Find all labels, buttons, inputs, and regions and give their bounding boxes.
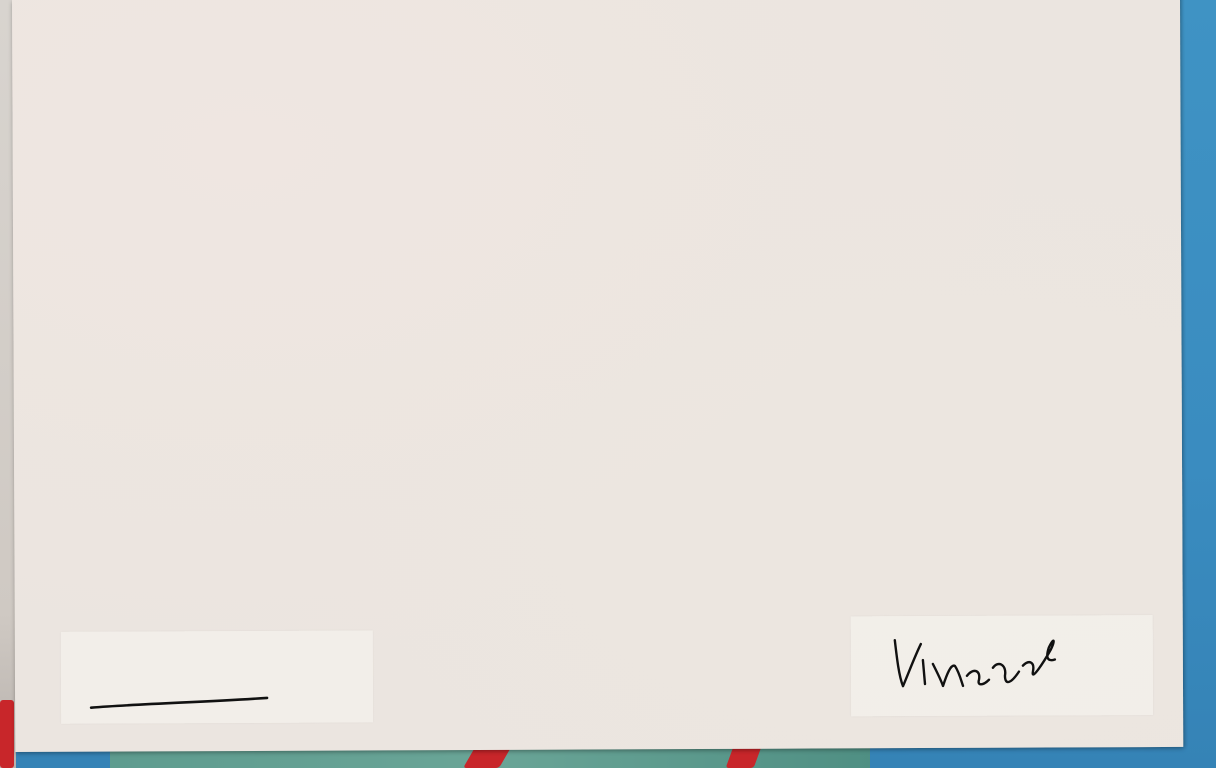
handwriting-marks (12, 0, 1183, 752)
title-underline (91, 698, 267, 708)
background-red-stripe (0, 700, 14, 768)
artist-signature (895, 639, 1055, 686)
art-print-paper (12, 0, 1183, 752)
